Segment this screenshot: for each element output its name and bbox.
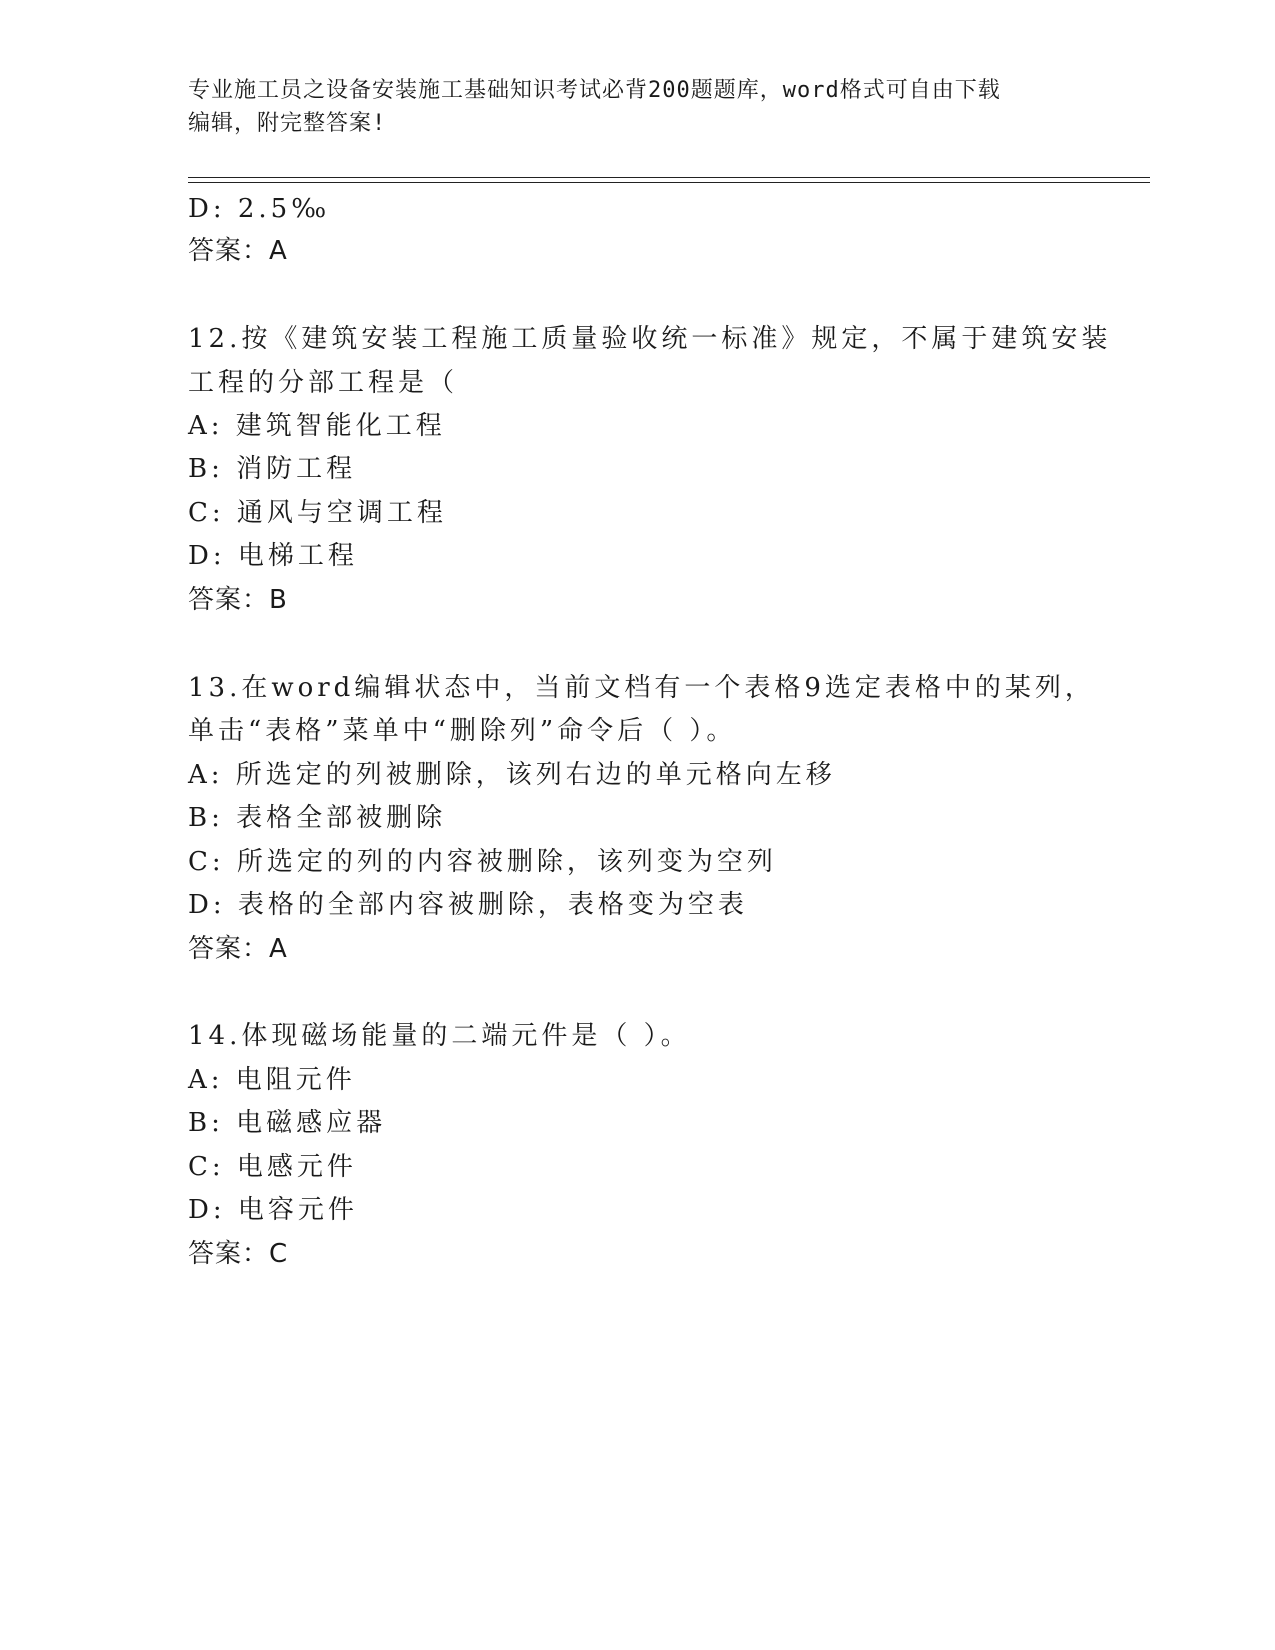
q12-option-a: A: 建筑智能化工程 (188, 411, 446, 441)
q13-option-c: C: 所选定的列的内容被删除，该列变为空列 (188, 847, 777, 877)
q13-stem-line-1: 13.在word编辑状态中，当前文档有一个表格9选定表格中的某列， (188, 673, 1095, 703)
q13-option-b: B: 表格全部被删除 (188, 803, 447, 833)
q13-option-d: D: 表格的全部内容被删除，表格变为空表 (188, 890, 748, 920)
q12-option-d: D: 电梯工程 (188, 541, 358, 571)
q12-option-c: C: 通风与空调工程 (188, 498, 447, 528)
prev-answer: 答案：A (188, 236, 288, 266)
header-divider-top (188, 177, 1150, 178)
q14-option-b: B: 电磁感应器 (188, 1108, 387, 1138)
q13-option-a: A: 所选定的列被删除，该列右边的单元格向左移 (188, 760, 836, 790)
document-header (188, 74, 1088, 140)
q13-answer: 答案：A (188, 934, 288, 964)
q14-option-c: C: 电感元件 (188, 1152, 357, 1182)
header-title-line-1: 专业施工员之设备安装施工基础知识考试必背200题题库，word格式可自由下载 (188, 78, 1001, 103)
header-title-line-2: 编辑，附完整答案! (188, 111, 387, 136)
q14-option-a: A: 电阻元件 (188, 1065, 356, 1095)
q14-stem-line-1: 14.体现磁场能量的二端元件是（ ）。 (188, 1021, 691, 1051)
q12-option-b: B: 消防工程 (188, 454, 357, 484)
q12-answer: 答案：B (188, 585, 288, 615)
q12-stem-line-1: 12.按《建筑安装工程施工质量验收统一标准》规定，不属于建筑安装 (188, 324, 1112, 354)
q13-stem-line-2: 单击“表格”菜单中“删除列”命令后（ ）。 (188, 716, 737, 746)
prev-option-d: D: 2.5‰ (188, 194, 331, 224)
q14-option-d: D: 电容元件 (188, 1195, 358, 1225)
header-divider-bottom (188, 182, 1150, 183)
q12-stem-line-2: 工程的分部工程是（ (188, 368, 459, 398)
q14-answer: 答案：C (188, 1239, 289, 1269)
